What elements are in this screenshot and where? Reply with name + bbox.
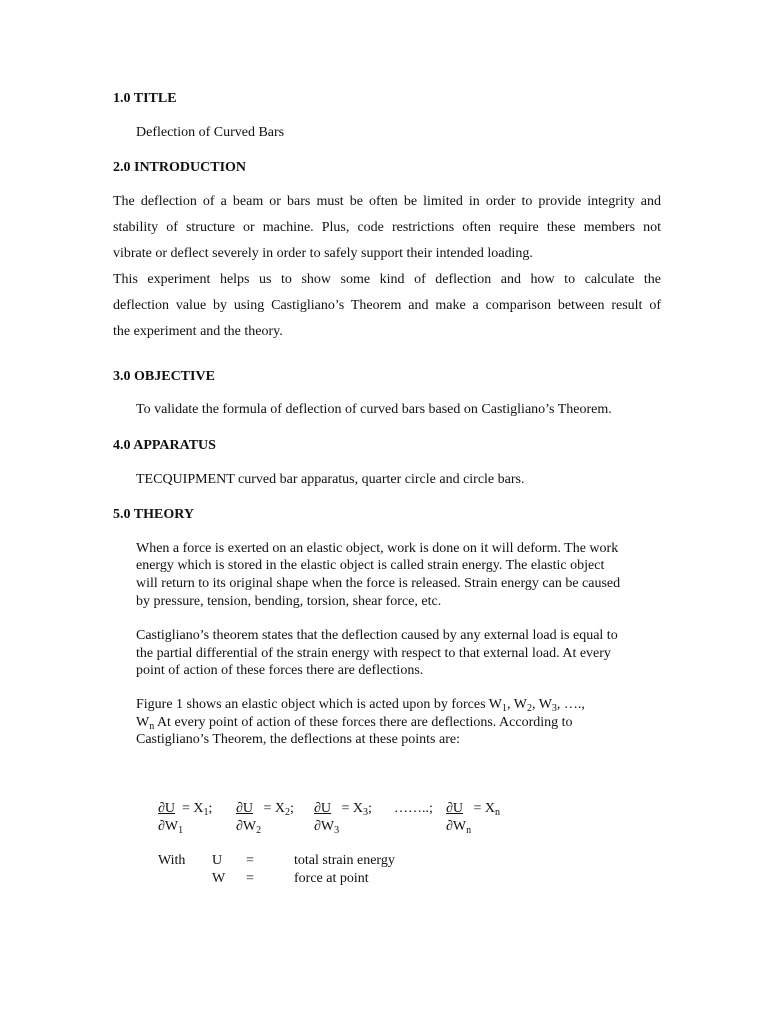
equation-denominator-n: $\partial W_n$: [446, 819, 472, 836]
intro-line: vibrate or deflect severely in order to safely support their intended loading.: [113, 246, 533, 261]
equation-term-1: $\partial U = X_1$;: [158, 801, 213, 818]
theory-para3-line2: $W_n$ At every point of action of these forces there are deflections. According to: [136, 715, 573, 732]
intro-line: stability of structure or machine. Plus, code restrictions often require these members not: [113, 220, 661, 235]
section-objective-heading: 3.0 OBJECTIVE: [113, 369, 215, 384]
equation-denominator-1: $\partial W_1$: [158, 819, 184, 836]
definition-meaning: total strain energy: [294, 853, 395, 868]
definition-symbol: U: [212, 853, 223, 868]
intro-line: deflection value by using Castigliano’s Theorem and make a comparison between result of: [113, 298, 661, 313]
section-theory-heading: 5.0 THEORY: [113, 507, 194, 522]
equation-term-n: ∂U = $X_n$: [446, 801, 501, 818]
objective-text: To validate the formula of deflection of curved bars based on Castigliano’s Theorem.: [136, 402, 612, 417]
theory-para1-line: by pressure, tension, bending, torsion, shear force, etc.: [136, 594, 442, 609]
theory-para1-line: will return to its original shape when the force is released. Strain energy can be caused: [136, 576, 621, 591]
section-apparatus-heading: 4.0 APPARATUS: [113, 438, 216, 453]
apparatus-text: TECQUIPMENT curved bar apparatus, quarter circle and circle bars.: [136, 472, 525, 487]
equation-denominator-2: $\partial W_2$: [236, 819, 262, 836]
equation-term-3: ∂U = $X_3$;: [314, 801, 372, 818]
intro-line: the experiment and the theory.: [113, 324, 283, 339]
equation-ellipsis: ……..;: [394, 801, 433, 816]
theory-para3-line1: Figure 1 shows an elastic object which is acted upon by forces $W_1$, $W_2$, $W_3$, ….,: [136, 697, 585, 714]
definition-symbol: W: [212, 871, 226, 886]
definitions-with-label: With: [158, 853, 186, 868]
equation-denominator-3: $\partial W_3$: [314, 819, 340, 836]
theory-para3-line3: Castigliano’s Theorem, the deflections at these points are:: [136, 732, 460, 747]
definition-equals: =: [246, 853, 254, 868]
section-introduction-heading: 2.0 INTRODUCTION: [113, 160, 247, 175]
equation-term-2: ∂U = $X_2$;: [236, 801, 294, 818]
theory-para2-line: the partial differential of the strain energy with respect to that external load. At every: [136, 646, 611, 661]
intro-line: The deflection of a beam or bars must be often be limited in order to provide integrity and: [113, 194, 661, 209]
theory-para1-line: When a force is exerted on an elastic object, work is done on it will deform. The work: [136, 541, 619, 556]
theory-para2-line: Castigliano’s theorem states that the deflection caused by any external load is equal to: [136, 628, 618, 643]
definition-equals: =: [246, 871, 254, 886]
title-text: Deflection of Curved Bars: [136, 125, 285, 140]
theory-para2-line: point of action of these forces there are deflections.: [136, 663, 424, 678]
intro-line: This experiment helps us to show some kind of deflection and how to calculate the: [113, 272, 661, 287]
section-title-heading: 1.0 TITLE: [113, 91, 177, 106]
definition-meaning: force at point: [294, 871, 369, 886]
theory-para1-line: energy which is stored in the elastic object is called strain energy. The elastic object: [136, 558, 605, 573]
